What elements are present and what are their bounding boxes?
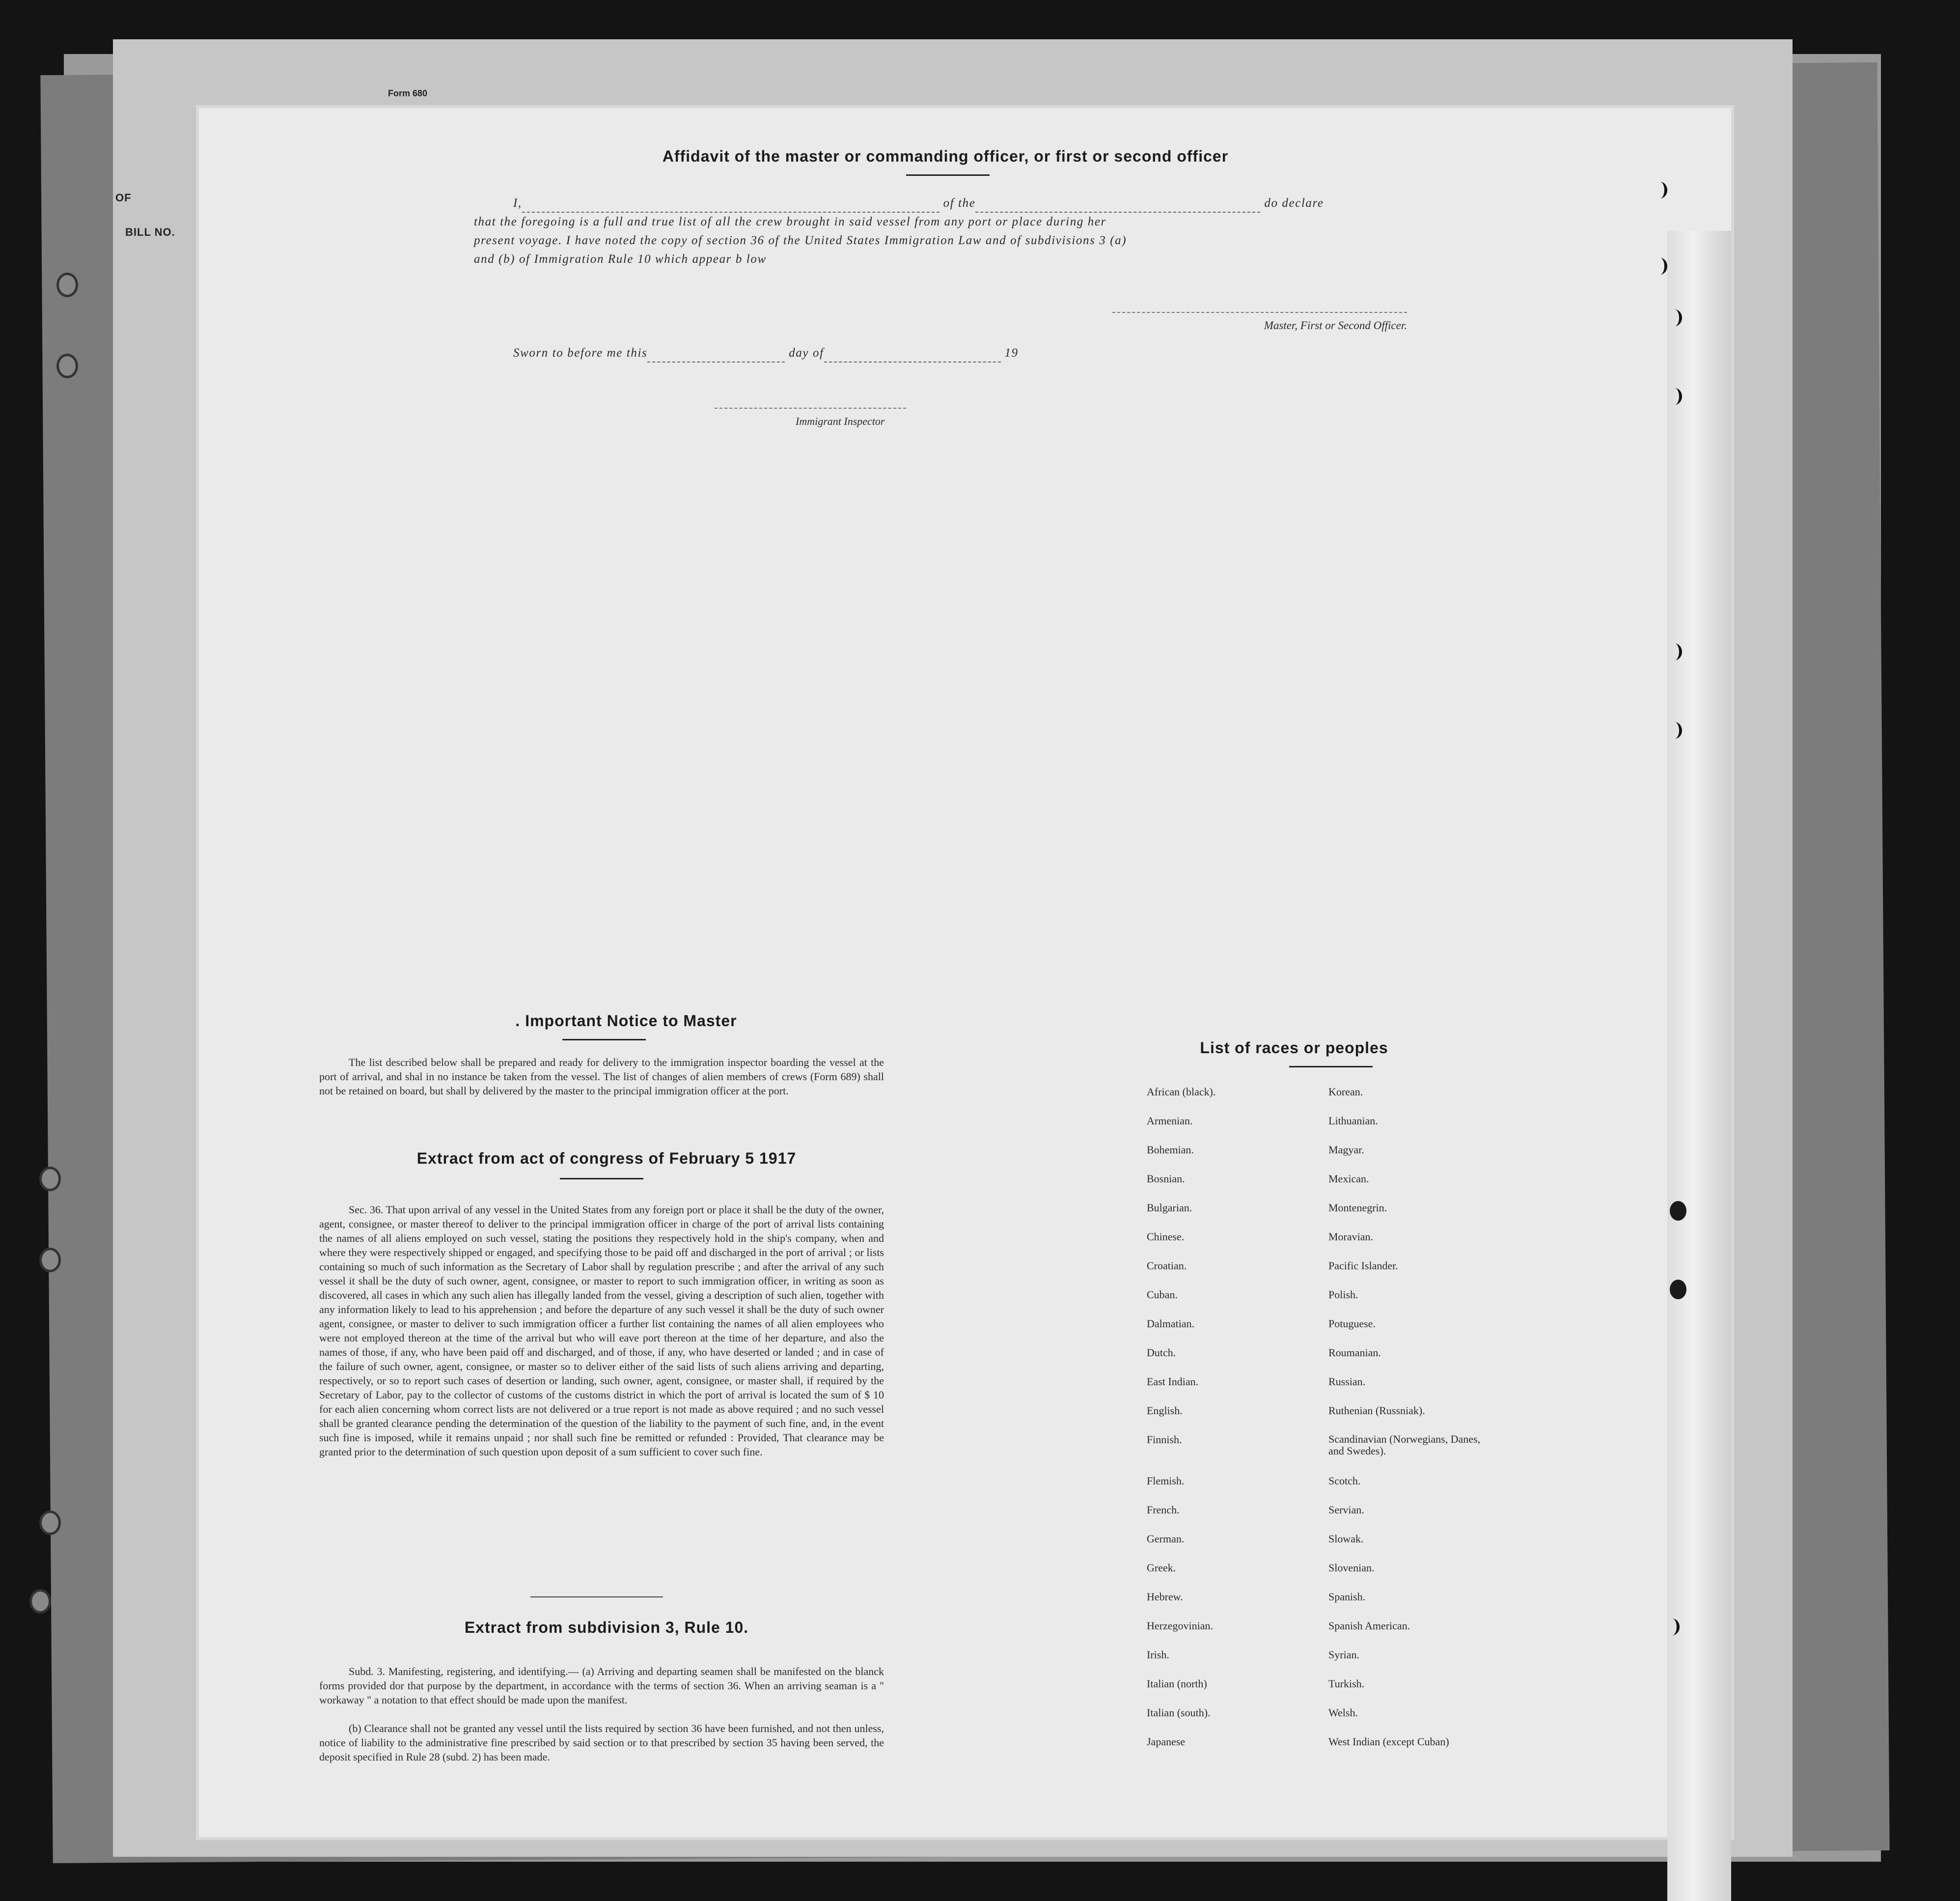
form-number: Form 680 [388, 88, 428, 98]
affidavit-line: and (b) of Immigration Rule 10 which appear b low [474, 252, 767, 266]
race-item: Scandinavian (Norwegians, Danes, and Swedes). [1328, 1433, 1481, 1457]
race-item: Japanese [1147, 1735, 1186, 1748]
affidavit-i: I, [513, 196, 522, 210]
affidavit-line: present voyage. I have noted the copy of section 36 of the United States Immigration Law and of subdivisions 3 (a) [474, 234, 1127, 247]
race-item: Pacific Islander. [1328, 1259, 1398, 1272]
extract-act-text: Sec. 36. That upon arrival of any vessel in the United States from any foreign port or place it shall be the duty of the owner, agent, consignee, or master thereof to deliver to the principal immigration officer in charge of the port of arrival lists containing the names of all aliens employed on such vessel, stating the positions they respectively hold in the ship's company, when and where they were respectively shipped or engaged, and specifying those to be paid off and discharged in the port of arrival ; or lists containing so much of such information as the Secretary of Labor shall by regulation prescribe ; and after the arrival of any such vessel it shall be the duty of such owner, agent, consignee, or master to report to such immigration officer, in writing as soon as discovered, all cases in which any such alien has illegally landed from the vessel, giving a description of such alien, together with any information likely to lead to his apprehension ; and before the departure of any such vessel it shall be the duty of such owner agent, consignee, or master to deliver to such immigration officer a further list containing the names of all alien employees who were not employed thereon at the time of the arrival but who will eave port thereon at the time of her departure, and also the names of those, if any, who have been paid off and discharged, and of those, if any, who have deserted or landed ; and in case of the failure of such owner, agent, consignee, or master so to deliver either of the said lists of such aliens arriving and departing, respectively, or so to report such cases of desertion or landing, such owner, agent, consignee, or master shall, if required by the Secretary of Labor, pay to the collector of customs of the customs district in which the port of arrival is located the sum of $ 10 for each alien concerning whom correct lists are not delivered or a true report is not made as above required ; and no such vessel shall be granted clearance pending the determination of the question of the liability to the payment of such fine, and, in the event such fine is imposed, while it remains unpaid ; nor shall such fine be remitted or refunded : Provided, That clearance may be granted prior to the determination of such question upon deposit of a sum sufficient to cover such fine. [319, 1203, 884, 1458]
binder-hole-icon [1670, 1201, 1686, 1221]
title-rule [906, 174, 990, 176]
affidavit-line: that the foregoing is a full and true list of all the crew brought in said vessel from any port or place during her [474, 215, 1106, 228]
inspector-line [715, 408, 906, 409]
races-title: List of races or peoples [1200, 1039, 1388, 1057]
affidavit-of-the: of the [943, 196, 976, 210]
stub-text: OF [115, 192, 132, 204]
race-item: Moravian. [1328, 1230, 1374, 1243]
race-item: Greek. [1147, 1562, 1176, 1574]
binder-hole-icon [1653, 258, 1667, 275]
race-item: Polish. [1328, 1288, 1358, 1301]
sworn-day-of: day of [789, 346, 824, 360]
notice-text: The list described below shall be prepared and ready for delivery to the immigration inspector boarding the vessel at the port of arrival, and shal in no instance be taken from the vessel. The list of changes of alien members of crews (Form 689) shall not be retained on board, but shall by delivered by the master to the principal immigration officer at the port. [319, 1056, 884, 1097]
notice-title: . Important Notice to Master [515, 1012, 737, 1030]
race-item: Finnish. [1147, 1433, 1182, 1446]
sworn-line [513, 344, 1201, 363]
page-edge [1667, 231, 1731, 1901]
title-rule [562, 1039, 646, 1040]
race-item: Bosnian. [1147, 1173, 1185, 1185]
race-item: Roumanian. [1328, 1346, 1381, 1359]
affidavit-title: Affidavit of the master or commanding officer, or first or second officer [662, 147, 1229, 165]
affidavit-line [474, 194, 1417, 213]
race-item: English. [1147, 1404, 1183, 1417]
extract-act-title: Extract from act of congress of February 5 1917 [416, 1149, 797, 1167]
race-item: Korean. [1328, 1086, 1363, 1098]
binder-hole-icon [1653, 182, 1667, 198]
race-item: Herzegovinian. [1147, 1620, 1213, 1632]
punch-hole-icon [56, 354, 78, 378]
title-rule [1289, 1066, 1373, 1067]
title-rule [560, 1178, 643, 1179]
race-item: Irish. [1147, 1649, 1169, 1661]
race-item: Spanish. [1328, 1591, 1366, 1603]
race-item: Armenian. [1147, 1115, 1193, 1127]
race-item: Slovenian. [1328, 1562, 1375, 1574]
race-item: French. [1147, 1504, 1180, 1516]
punch-hole-icon [39, 1510, 61, 1535]
signature-label: Master, First or Second Officer. [1264, 319, 1407, 332]
blank-field [975, 202, 1260, 213]
race-item: Scotch. [1328, 1475, 1361, 1487]
binder-hole-icon [1665, 1619, 1680, 1635]
binder-hole-icon [1667, 309, 1682, 326]
affidavit-declare: do declare [1264, 196, 1324, 210]
punch-hole-icon [56, 273, 78, 297]
race-item: Croatian. [1147, 1259, 1187, 1272]
race-item: African (black). [1147, 1086, 1216, 1098]
race-item: Mexican. [1328, 1173, 1369, 1185]
race-item: Hebrew. [1147, 1591, 1183, 1603]
race-item: Potuguese. [1328, 1317, 1376, 1330]
race-item: Italian (north) [1147, 1677, 1207, 1690]
race-item: Russian. [1328, 1375, 1366, 1388]
binder-hole-icon [1667, 388, 1682, 405]
sworn-text: Sworn to before me this [513, 346, 648, 360]
stub-text: BILL NO. [125, 226, 175, 238]
race-item: Montenegrin. [1328, 1202, 1387, 1214]
race-item: Italian (south). [1147, 1706, 1211, 1719]
race-item: Flemish. [1147, 1475, 1185, 1487]
blank-field [824, 352, 1001, 363]
blank-field [647, 352, 785, 363]
extract-rule-title: Extract from subdivision 3, Rule 10. [464, 1619, 749, 1636]
inspector-label: Immigrant Inspector [796, 415, 885, 427]
sworn-year: 19 [1004, 346, 1019, 360]
race-item: Ruthenian (Russniak). [1328, 1404, 1425, 1417]
binder-hole-icon [1667, 643, 1682, 660]
race-item: Spanish American. [1328, 1620, 1410, 1632]
race-item: Lithuanian. [1328, 1115, 1378, 1127]
race-item: German. [1147, 1533, 1185, 1545]
race-item: Bohemian. [1147, 1144, 1194, 1156]
race-item: West Indian (except Cuban) [1328, 1735, 1449, 1748]
race-item: East Indian. [1147, 1375, 1199, 1388]
document-page [199, 88, 1731, 1837]
race-item: Servian. [1328, 1504, 1364, 1516]
race-item: Bulgarian. [1147, 1202, 1192, 1214]
race-item: Welsh. [1328, 1706, 1358, 1719]
binder-hole-icon [1670, 1280, 1686, 1299]
race-item: Slowak. [1328, 1533, 1364, 1545]
race-item: Dalmatian. [1147, 1317, 1195, 1330]
race-item: Syrian. [1328, 1649, 1359, 1661]
extract-rule-para-b: (b) Clearance shall not be granted any vessel until the lists required by section 36 have been furnished, and not then unless, notice of liability to the administrative fine prescribed by said section or to that prescribed by section 35 having been served, the deposit specified in Rule 28 (subd. 2) has been made. [319, 1722, 884, 1763]
race-item: Magyar. [1328, 1144, 1364, 1156]
race-item: Cuban. [1147, 1288, 1178, 1301]
race-item: Chinese. [1147, 1230, 1185, 1243]
punch-hole-icon [39, 1167, 61, 1191]
race-item: Dutch. [1147, 1346, 1176, 1359]
binder-hole-icon [1667, 722, 1682, 739]
blank-field [522, 202, 939, 213]
punch-hole-icon [39, 1248, 61, 1272]
signature-line [1112, 312, 1407, 313]
extract-rule-para-a: Subd. 3. Manifesting, registering, and identifying.— (a) Arriving and departing seamen shall be manifested on the blanck forms provided dor that purpose by the department, in accordance with the terms of section 36. When an arriving seaman is a " workaway " a notation to that effect should be made upon the manifest. [319, 1665, 884, 1706]
punch-hole-icon [29, 1589, 51, 1614]
section-divider [530, 1596, 663, 1597]
race-item: Turkish. [1328, 1677, 1365, 1690]
